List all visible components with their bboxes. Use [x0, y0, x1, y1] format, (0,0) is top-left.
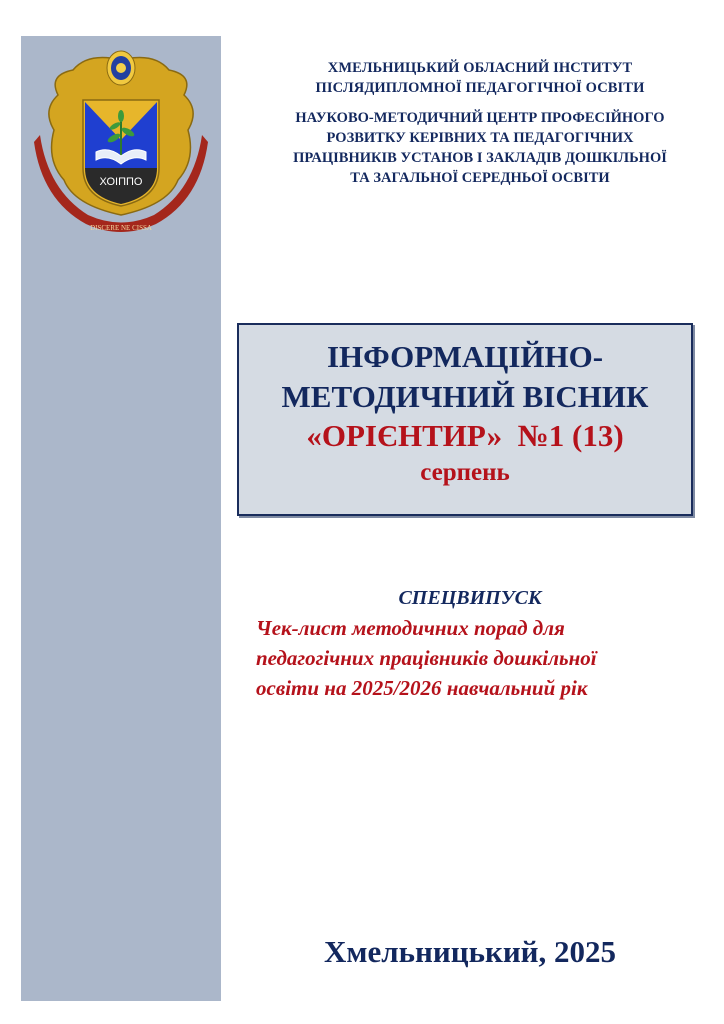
center-name-line-1: НАУКОВО-МЕТОДИЧНИЙ ЦЕНТР ПРОФЕСІЙНОГО: [295, 110, 665, 126]
institute-name-line-2: ПІСЛЯДИПЛОМНОЇ ПЕДАГОГІЧНОЇ ОСВІТИ: [315, 80, 645, 96]
center-name-line-4: ТА ЗАГАЛЬНОЇ СЕРЕДНЬОЇ ОСВІТИ: [350, 170, 610, 186]
svg-text:ХОІППО: ХОІППО: [99, 176, 143, 188]
institute-name-line-1: ХМЕЛЬНИЦЬКИЙ ОБЛАСНИЙ ІНСТИТУТ: [327, 60, 633, 76]
subtitle-line-1: Чек-лист методичних порад для: [256, 616, 565, 640]
center-name-line-3: ПРАЦІВНИКІВ УСТАНОВ І ЗАКЛАДІВ ДОШКІЛЬНОЇ: [293, 150, 667, 166]
center-name: [240, 108, 720, 188]
institute-emblem-icon: [28, 40, 214, 240]
city-year: Хмельницький, 2025: [323, 934, 617, 969]
title-line-2: МЕТОДИЧНИЙ ВІСНИК: [281, 379, 649, 414]
title-line-1: ІНФОРМАЦІЙНО-: [326, 339, 604, 374]
issue-month: серпень: [420, 459, 510, 486]
bulletin-title-box: [237, 323, 693, 516]
subtitle-line-3: освіти на 2025/2026 навчальний рік: [256, 676, 588, 700]
special-issue-label: СПЕЦВИПУСК: [398, 587, 542, 609]
center-name-line-2: РОЗВИТКУ КЕРІВНИХ ТА ПЕДАГОГІЧНИХ: [326, 130, 634, 146]
subtitle-line-2: педагогічних працівників дошкільної: [256, 646, 597, 670]
header: [240, 58, 720, 188]
special-issue-subtitle: [256, 613, 706, 703]
issue-number: «ОРІЄНТИР» №1 (13): [306, 418, 624, 453]
svg-text:DISCERE NE CISSA: DISCERE NE CISSA: [90, 224, 152, 232]
